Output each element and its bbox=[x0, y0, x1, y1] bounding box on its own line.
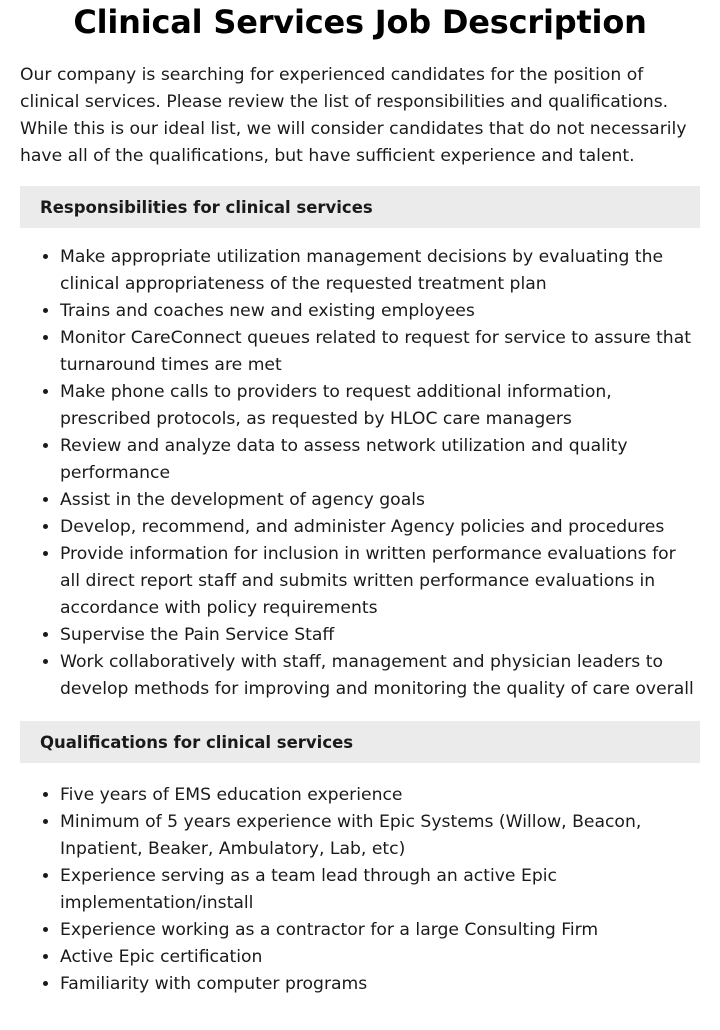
list-item: • Make appropriate utilization management decisions by evaluating the clinical appropriateness of the requested treatment plan bbox=[60, 244, 700, 298]
list-item: • Active Epic certification bbox=[60, 944, 700, 971]
qualifications-list bbox=[20, 782, 700, 998]
list-item: • Monitor CareConnect queues related to request for service to assure that turnaround times are met bbox=[60, 325, 700, 379]
qualifications-section-header bbox=[20, 721, 700, 763]
list-item: • Experience working as a contractor for a large Consulting Firm bbox=[60, 917, 700, 944]
list-item: • Trains and coaches new and existing employees bbox=[60, 298, 700, 325]
list-item: • Assist in the development of agency goals bbox=[60, 487, 700, 514]
responsibilities-list bbox=[20, 244, 700, 703]
list-item: • Supervise the Pain Service Staff bbox=[60, 622, 700, 649]
page-title: Clinical Services Job Description bbox=[73, 3, 647, 41]
list-item: • Minimum of 5 years experience with Epic Systems (Willow, Beacon, Inpatient, Beaker, Ambulatory, Lab, etc) bbox=[60, 809, 700, 863]
list-item: • Familiarity with computer programs bbox=[60, 971, 700, 998]
list-item: • Develop, recommend, and administer Agency policies and procedures bbox=[60, 514, 700, 541]
list-item: • Review and analyze data to assess network utilization and quality performance bbox=[60, 433, 700, 487]
qualifications-heading: Qualifications for clinical services bbox=[40, 732, 354, 752]
list-item: • Provide information for inclusion in written performance evaluations for all direct report staff and submits written performance evaluations in accordance with policy requirements bbox=[60, 541, 700, 622]
list-item: • Experience serving as a team lead through an active Epic implementation/install bbox=[60, 863, 700, 917]
list-item: • Work collaboratively with staff, management and physician leaders to develop methods for improving and monitoring the quality of care overall bbox=[60, 649, 700, 703]
intro-paragraph: Our company is searching for experienced candidates for the position of clinical services. Please review the list of responsibilities and qualifications. While this is our ideal list, we will consider candidates that do not necessarily have all of the qualifications, but have sufficient experience and talent. bbox=[20, 65, 687, 166]
responsibilities-section-header bbox=[20, 186, 700, 228]
list-item: • Five years of EMS education experience bbox=[60, 782, 700, 809]
list-item: • Make phone calls to providers to request additional information, prescribed protocols, as requested by HLOC care managers bbox=[60, 379, 700, 433]
responsibilities-heading: Responsibilities for clinical services bbox=[40, 197, 373, 217]
